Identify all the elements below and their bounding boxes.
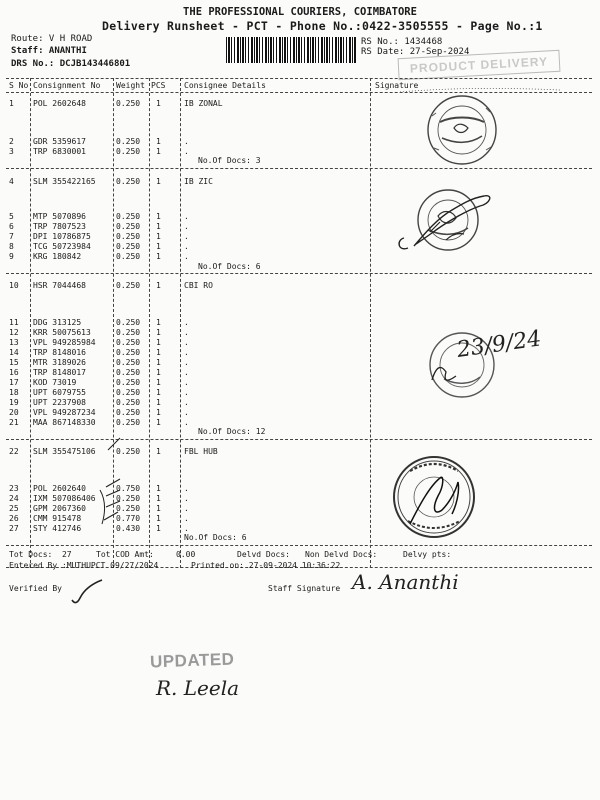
company-title: THE PROFESSIONAL COURIERS, COIMBATORE bbox=[183, 6, 417, 18]
docs-count: No.Of Docs: 3 bbox=[198, 156, 261, 165]
table-row: 20 VPL 949287234 0.250 1 . bbox=[9, 408, 189, 417]
consignee-name: IB ZONAL bbox=[184, 99, 223, 108]
table-row: 25 GPM 2067360 0.250 1 . bbox=[9, 504, 189, 513]
table-row: 19 UPT 2237908 0.250 1 . bbox=[9, 398, 189, 407]
rs-date: RS Date: 27-Sep-2024 bbox=[361, 47, 470, 57]
table-row: 21 MAA 867148330 0.250 1 . bbox=[9, 418, 189, 427]
col-consignee: Consignee Details bbox=[184, 81, 266, 90]
col-sno: S No bbox=[9, 81, 29, 90]
consignee-name: CBI RO bbox=[184, 281, 213, 290]
table-row: 9 KRG 180842 0.250 1 . bbox=[9, 252, 189, 261]
total-docs: Tot Docs: 27 bbox=[9, 550, 72, 559]
table-row: 5 MTP 5070896 0.250 1 . bbox=[9, 212, 189, 221]
col-signature: Signature bbox=[375, 81, 419, 90]
delivered-docs: Delvd Docs: bbox=[237, 550, 290, 559]
table-row: 16 TRP 8148017 0.250 1 . bbox=[9, 368, 189, 377]
table-row: 10 HSR 7044468 0.250 1 CBI RO bbox=[9, 281, 213, 290]
route-label: Route: V H ROAD bbox=[11, 34, 93, 44]
rs-number: RS No.: 1434468 bbox=[361, 37, 443, 47]
table-row: 27 STY 412746 0.430 1 . bbox=[9, 524, 189, 533]
table-row: 24 IXM 507086406 0.250 1 . bbox=[9, 494, 189, 503]
docs-count: No.Of Docs: 12 bbox=[198, 427, 266, 436]
table-row: 6 TRP 7807523 0.250 1 . bbox=[9, 222, 189, 231]
updated-stamp: UPDATED bbox=[149, 649, 235, 672]
table-row: 7 DPI 10786875 0.250 1 . bbox=[9, 232, 189, 241]
staff-handwritten-signature: A. Ananthi bbox=[352, 570, 459, 594]
table-row: 11 DDG 313125 0.250 1 . bbox=[9, 318, 189, 327]
table-row: 26 CMM 915478 0.770 1 . bbox=[9, 514, 189, 523]
runsheet-title: Delivery Runsheet - PCT - Phone No.:0422-3505555 - Page No.:1 bbox=[102, 19, 543, 33]
faded-delivery-stamp: PRODUCT DELIVERY bbox=[398, 50, 561, 80]
docs-count: No.Of Docs: 6 bbox=[198, 262, 261, 271]
table-row: 15 MTR 3189026 0.250 1 . bbox=[9, 358, 189, 367]
handwritten-date: 23/9/24 bbox=[455, 326, 543, 363]
entered-by: Entered By :MUTHUPCT 09/27/2024 bbox=[9, 561, 159, 570]
table-row: 23 POL 2602640 0.750 1 . bbox=[9, 484, 189, 493]
table-row: 18 UPT 6079755 0.250 1 . bbox=[9, 388, 189, 397]
bank-stamp-zonal bbox=[428, 96, 496, 164]
table-row: 12 KRR 50075613 0.250 1 . bbox=[9, 328, 189, 337]
table-row: 13 VPL 949285984 0.250 1 . bbox=[9, 338, 189, 347]
consignee-name: FBL HUB bbox=[184, 447, 218, 456]
delivery-points: Delvy pts: bbox=[403, 550, 452, 559]
cod-value: 0.00 bbox=[176, 550, 196, 559]
table-row: 1 POL 2602648 0.250 1 IB ZONAL bbox=[9, 99, 223, 108]
table-row: 4 SLM 355422165 0.250 1 IB ZIC bbox=[9, 177, 213, 186]
updated-signature: R. Leela bbox=[156, 676, 240, 700]
table-row: 14 TRP 8148016 0.250 1 . bbox=[9, 348, 189, 357]
table-row: 2 GDR 5359617 0.250 1 . bbox=[9, 137, 189, 146]
non-delivered-docs: Non Delvd Docs: bbox=[305, 550, 378, 559]
docs-count: No.Of Docs: 6 bbox=[184, 533, 247, 542]
bank-stamp-federal bbox=[394, 457, 474, 537]
col-weight: Weight bbox=[116, 81, 145, 90]
consignee-name: IB ZIC bbox=[184, 177, 213, 186]
staff-label: Staff: ANANTHI bbox=[11, 46, 87, 56]
bank-stamp-zic bbox=[418, 190, 478, 250]
staff-signature-label: Staff Signature bbox=[268, 584, 341, 593]
table-row: 8 TCG 50723984 0.250 1 . bbox=[9, 242, 189, 251]
verified-signature bbox=[72, 580, 102, 603]
table-row: 17 KOD 73019 0.250 1 . bbox=[9, 378, 189, 387]
table-row: 3 TRP 6830001 0.250 1 . bbox=[9, 147, 189, 156]
col-consignment: Consignment No bbox=[33, 81, 101, 90]
table-row: 22 SLM 355475106 0.250 1 FBL HUB bbox=[9, 447, 218, 456]
drs-number: DRS No.: DCJB143446801 bbox=[11, 59, 131, 69]
printed-on: Printed on: 27-09-2024 10:36:22 bbox=[191, 561, 341, 570]
total-cod: Tot COD Amt: bbox=[96, 550, 154, 559]
col-pcs: PCS bbox=[151, 81, 166, 90]
verified-by-label: Verified By bbox=[9, 584, 62, 593]
